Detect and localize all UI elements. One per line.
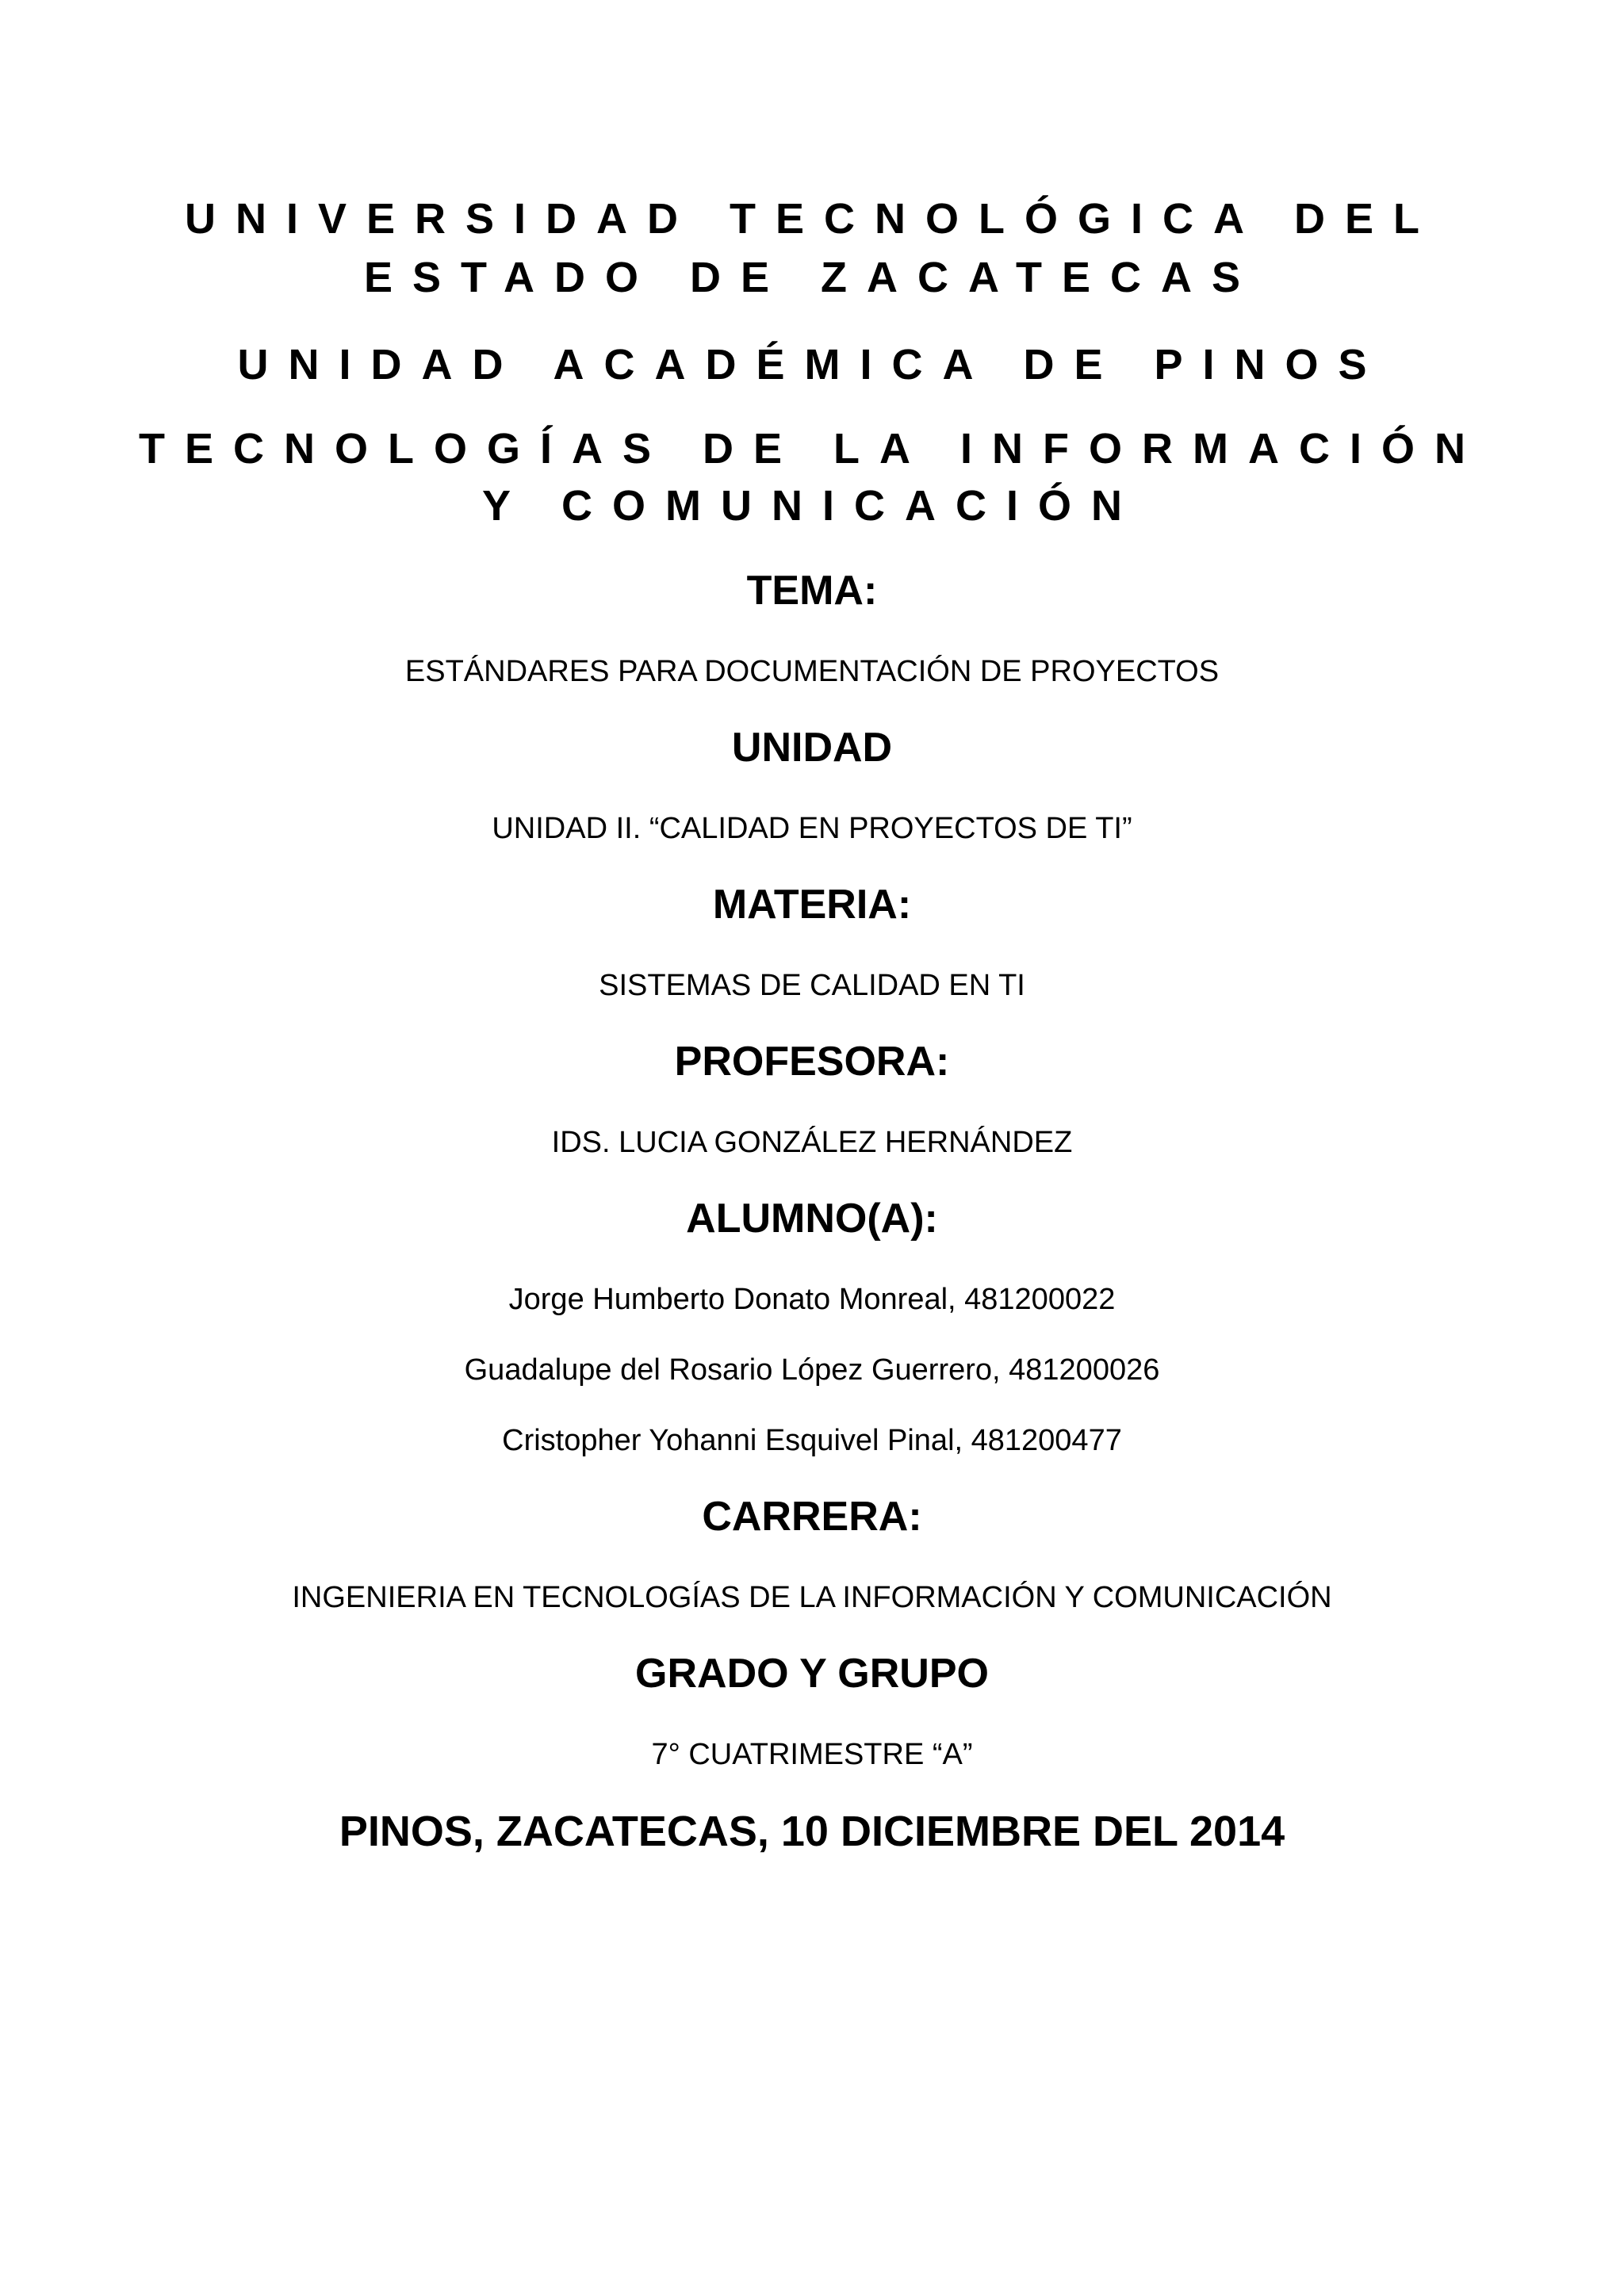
tema-heading: TEMA: <box>746 568 878 614</box>
carrera-value: INGENIERIA EN TECNOLOGÍAS DE LA INFORMACIÓN Y COMUNICACIÓN <box>292 1581 1332 1614</box>
carrera-heading: CARRERA: <box>702 1494 922 1540</box>
tema-value: ESTÁNDARES PARA DOCUMENTACIÓN DE PROYECTOS <box>404 655 1220 688</box>
materia-heading: MATERIA: <box>712 882 912 928</box>
academic-unit: UNIDAD ACADÉMICA DE PINOS <box>237 341 1387 388</box>
materia-value: SISTEMAS DE CALIDAD EN TI <box>599 969 1025 1002</box>
unidad-heading: UNIDAD <box>731 725 893 771</box>
grado-heading: GRADO Y GRUPO <box>635 1651 989 1697</box>
profesora-value: IDS. LUCIA GONZÁLEZ HERNÁNDEZ <box>551 1126 1073 1159</box>
student-item: Guadalupe del Rosario López Guerrero, 481200026 <box>464 1353 1160 1387</box>
program-name-line1: TECNOLOGÍAS DE LA INFORMACIÓN <box>139 425 1485 473</box>
place-and-date: PINOS, ZACATECAS, 10 DICIEMBRE DEL 2014 <box>339 1808 1285 1855</box>
grado-value: 7° CUATRIMESTRE “A” <box>651 1738 973 1771</box>
profesora-heading: PROFESORA: <box>674 1039 950 1085</box>
university-name-line2: ESTADO DE ZACATECAS <box>363 254 1260 301</box>
student-item: Jorge Humberto Donato Monreal, 481200022 <box>508 1283 1116 1316</box>
alumnos-heading: ALUMNO(A): <box>686 1196 938 1242</box>
university-name-line1: UNIVERSIDAD TECNOLÓGICA DEL <box>184 195 1440 243</box>
unidad-value: UNIDAD II. “CALIDAD EN PROYECTOS DE TI” <box>492 812 1132 845</box>
student-item: Cristopher Yohanni Esquivel Pinal, 481200477 <box>502 1424 1122 1457</box>
program-name-line2: Y COMUNICACIÓN <box>481 482 1143 530</box>
